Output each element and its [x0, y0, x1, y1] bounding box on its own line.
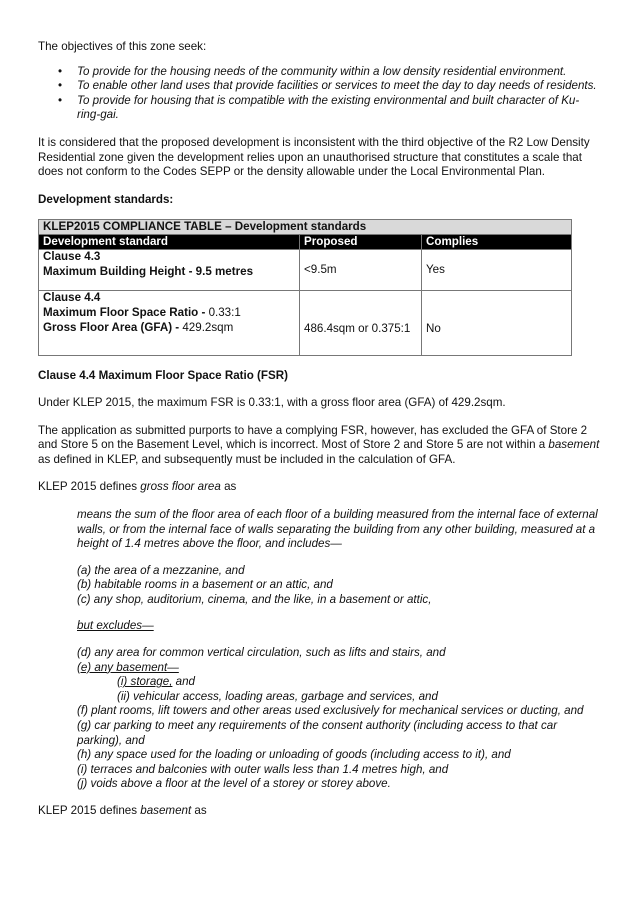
document-page — [38, 40, 600, 819]
list-item: (ii) vehicular access, loading areas, garbage and services, and — [117, 689, 438, 703]
table-header-row — [39, 235, 572, 250]
bullet-icon: • — [58, 79, 63, 93]
intro-text: The objectives of this zone seek: — [38, 40, 207, 53]
fsr-paragraph: Under KLEP 2015, the maximum FSR is 0.33:1, with a gross floor area (GFA) of 429.2sqm. — [38, 395, 506, 409]
bullet-icon: • — [58, 93, 63, 107]
list-item: • To provide for housing that is compatible with the existing environmental and built character of Ku-ring-gai. — [58, 93, 580, 122]
objectives-list — [38, 65, 600, 123]
fsr-standard: Maximum Floor Space Ratio - 0.33:1 — [43, 305, 241, 319]
clause-number: Clause 4.3 — [43, 250, 101, 264]
list-item: (d) any area for common vertical circulation, such as lifts and stairs, and — [77, 646, 446, 660]
basement-definition-intro: KLEP 2015 defines basement as — [38, 804, 207, 817]
compliance-table — [38, 219, 572, 356]
table-caption: KLEP2015 COMPLIANCE TABLE – Development standards — [39, 220, 572, 235]
proposed-cell: 486.4sqm or 0.375:1 — [300, 291, 422, 356]
list-item: (g) car parking to meet any requirements of the consent authority (including access to that car parking), and — [77, 719, 558, 747]
table-caption-row — [39, 220, 572, 235]
fsr-heading: Clause 4.4 Maximum Floor Space Ratio (FSR) — [38, 369, 288, 383]
gfa-standard: Gross Floor Area (GFA) - 429.2sqm — [43, 320, 234, 334]
list-item: (e) any basement— — [77, 660, 179, 674]
table-row — [39, 291, 572, 356]
definition-excludes-rest — [77, 704, 600, 792]
gfa-definition-intro: KLEP 2015 defines gross floor area as — [38, 480, 237, 494]
list-item: (f) plant rooms, lift towers and other areas used exclusively for mechanical services or ducting, and — [77, 704, 584, 718]
complies-cell: No — [422, 291, 572, 356]
definition-includes — [77, 564, 600, 608]
standard-cell — [39, 250, 300, 291]
definition-excludes — [77, 646, 600, 704]
list-item: (h) any space used for the loading or unloading of goods (including access to it), and — [77, 748, 511, 762]
bullet-icon: • — [58, 64, 63, 78]
development-standards-heading: Development standards: — [38, 192, 174, 206]
complies-cell: Yes — [422, 250, 572, 291]
column-header-proposed: Proposed — [300, 235, 422, 250]
list-item: (a) the area of a mezzanine, and — [77, 563, 245, 577]
list-item: (j) voids above a floor at the level of a storey or storey above. — [77, 777, 391, 791]
column-header-standard: Development standard — [39, 235, 300, 250]
definition-means: means the sum of the floor area of each floor of a building measured from the internal face of external walls, or from the internal face of walls separating the building from any other building, measured at a height of 1.4 metres above the floor, and includes— — [77, 507, 598, 551]
consideration-paragraph: It is considered that the proposed development is inconsistent with the third objective of the R2 Low Density Residential zone given the development relies upon an unauthorised structure that constitutes a scale that does not conform to the Codes SEPP or the density allowable under the Local Environmental Plan. — [38, 135, 590, 179]
standard-cell — [39, 291, 300, 356]
clause-number: Clause 4.4 — [43, 291, 101, 305]
list-item: • To provide for the housing needs of the community within a low density residential environment. — [58, 64, 567, 78]
list-item: (c) any shop, auditorium, cinema, and the like, in a basement or attic, — [77, 592, 432, 606]
list-item: • To enable other land uses that provide facilities or services to meet the day to day needs of residents. — [58, 79, 597, 93]
but-excludes-label: but excludes— — [77, 619, 154, 633]
gfa-definition-quote — [77, 508, 600, 705]
list-item: (b) habitable rooms in a basement or an attic, and — [77, 578, 333, 592]
table-row — [39, 250, 572, 291]
list-item: (i) terraces and balconies with outer walls less than 1.4 metres high, and — [77, 762, 449, 776]
list-item: (i) storage, and — [117, 675, 195, 689]
clause-title: Maximum Building Height - 9.5 metres — [43, 264, 254, 278]
column-header-complies: Complies — [422, 235, 572, 250]
application-paragraph: The application as submitted purports to have a complying FSR, however, has excluded the GFA of Store 2 and Store 5 on the Basement Level, which is incorrect. Most of Store 2 and Store 5 are not within a basement as defined in KLEP, and subsequently must be included in the calculation of GFA. — [38, 423, 600, 466]
proposed-cell: <9.5m — [300, 250, 422, 291]
